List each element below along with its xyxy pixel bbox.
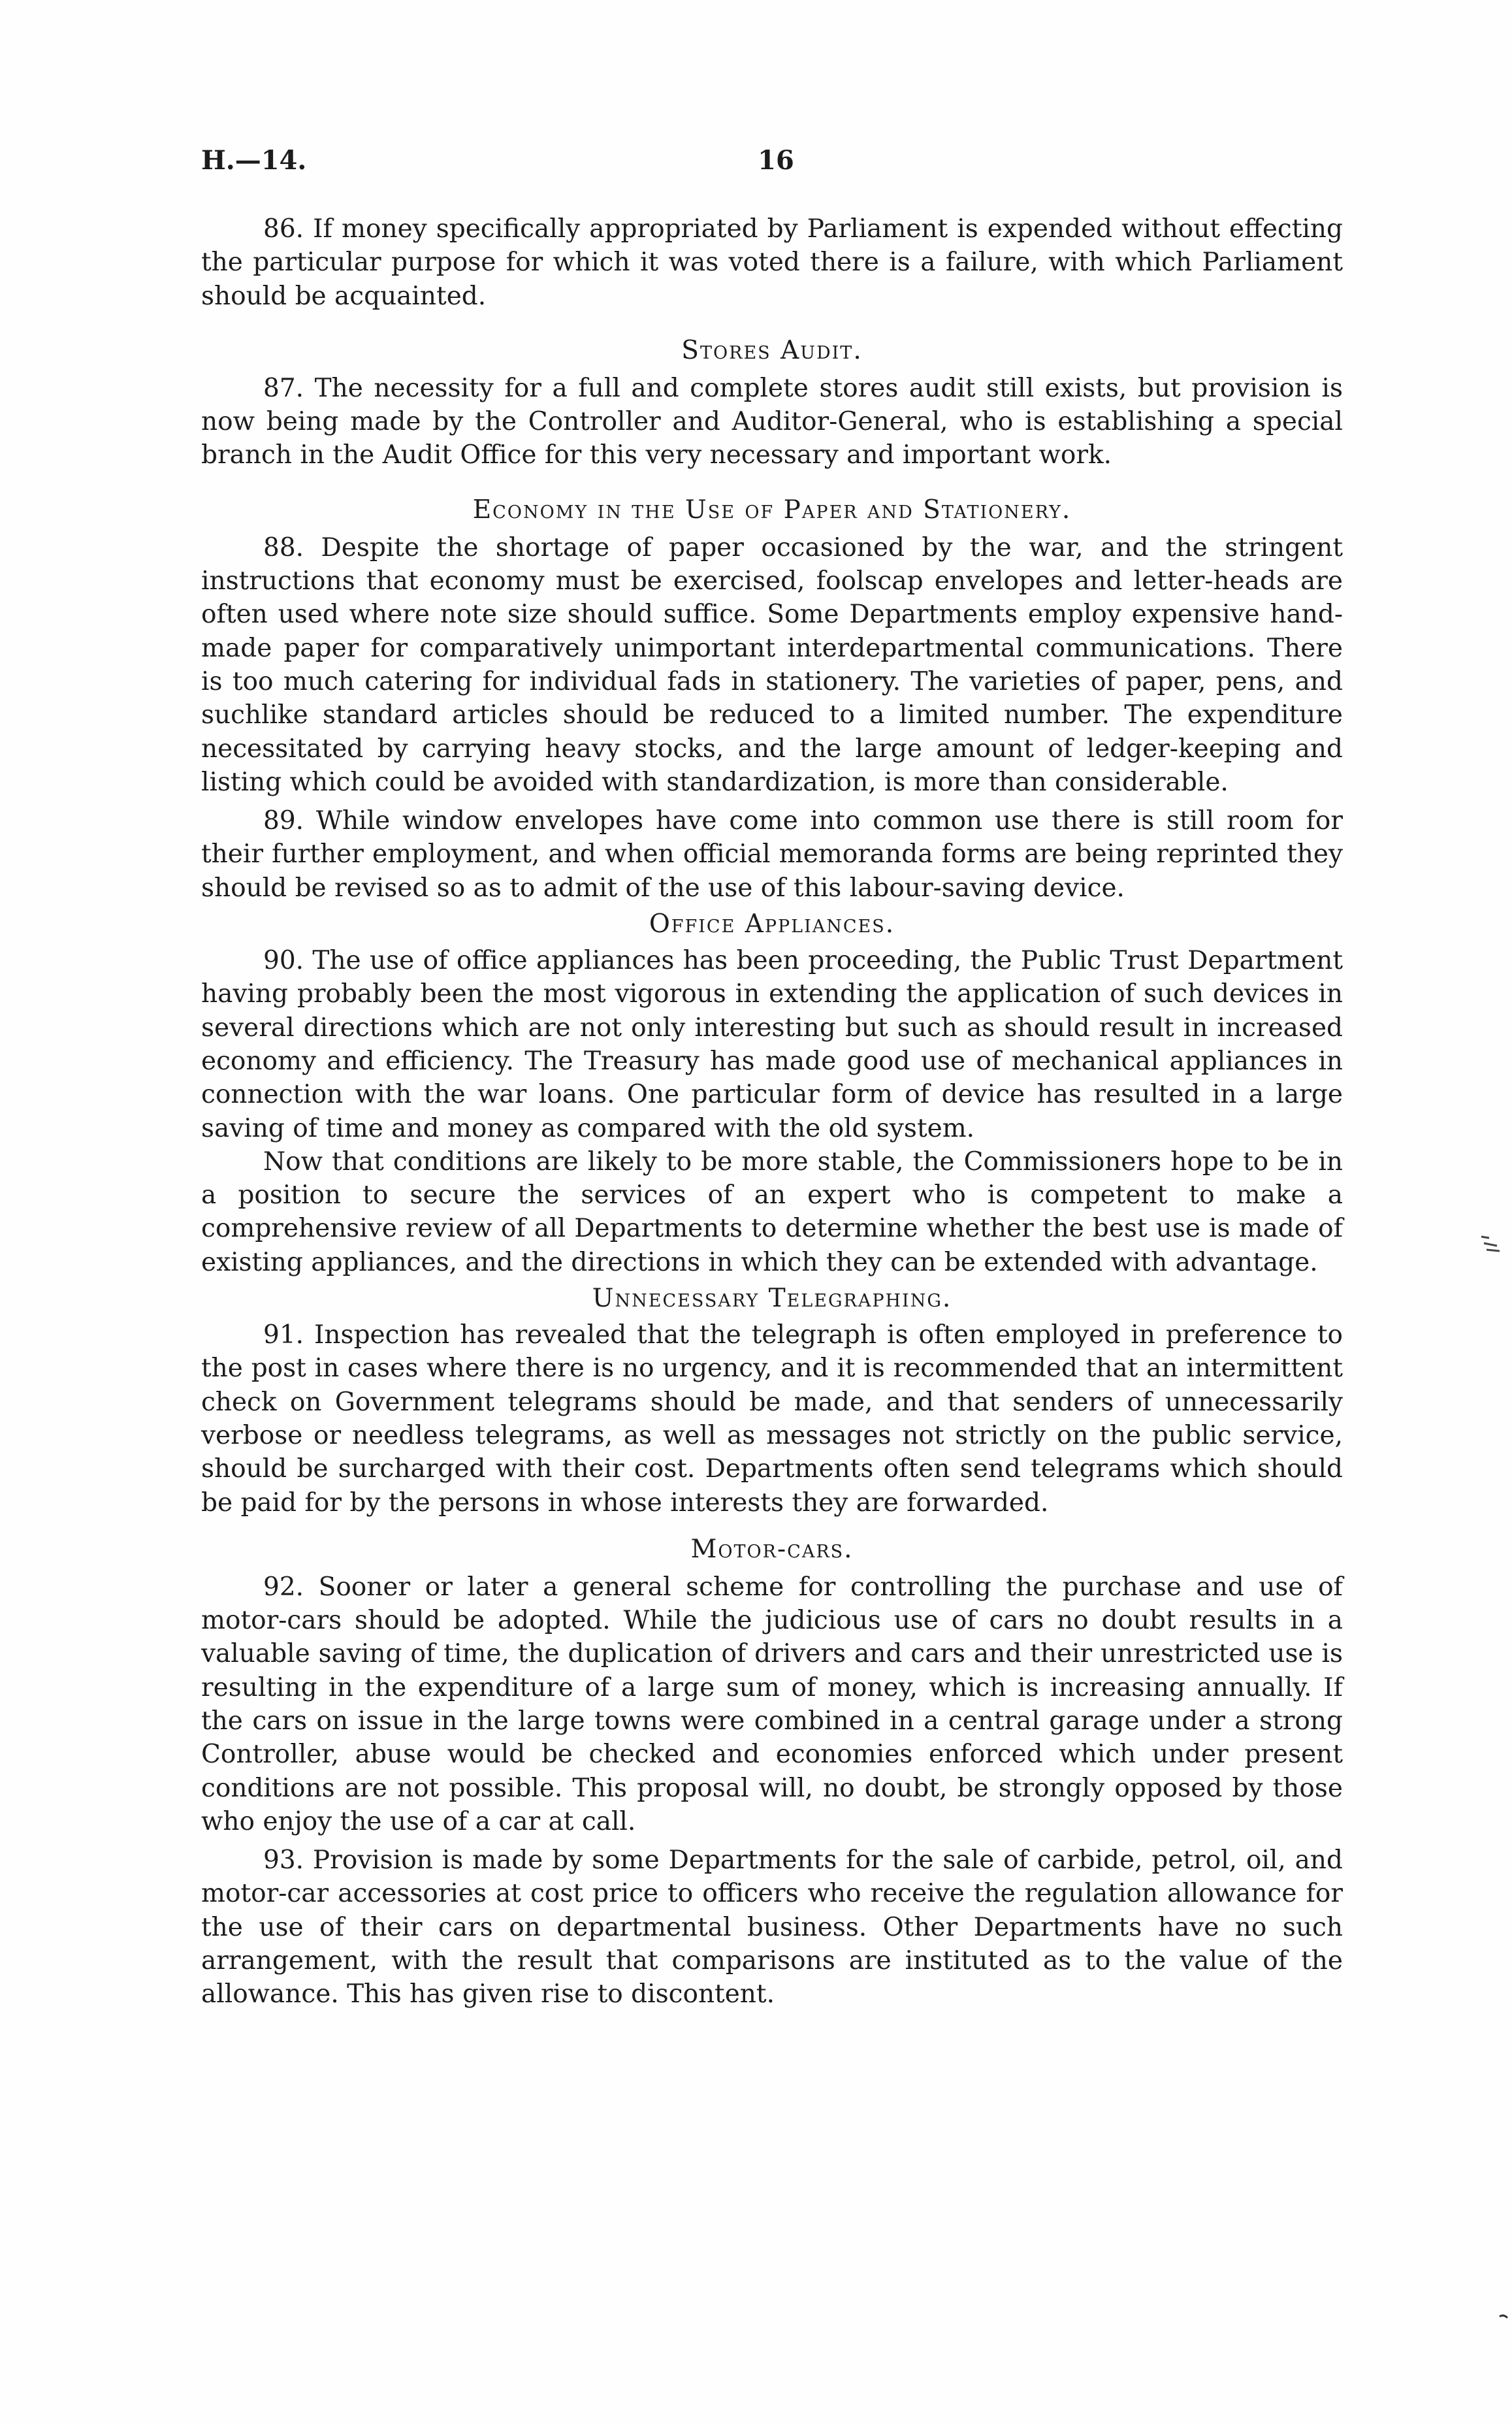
paragraph-text: The use of office appliances has been proceeding, the Public Trust Department having probably been the most vigorous in extending the application of such devices in several directions which are not only interesting but such as should result in increased economy and efficiency. The Treasury has made good use of mechanical appliances in connection with the war loans. One particular form of device has resulted in a large saving of time and money as compared with the old system. [201, 946, 1343, 1143]
page-number: 16 [758, 145, 794, 176]
paragraph-number: 87. [263, 373, 304, 403]
paragraph-92 [201, 1570, 1343, 1838]
paragraph-text: Sooner or later a general scheme for controlling the purchase and use of motor-cars should be adopted. While the judicious use of cars no doubt results in a valuable saving of time, the duplication of drivers and cars and their unrestricted use is resulting in the expenditure of a large sum of money, which is increasing annually. If the cars on issue in the large towns were combined in a central garage under a strong Controller, abuse would be checked and economies enforced which under present conditions are not possible. This proposal will, no doubt, be strongly opposed by those who enjoy the use of a car at call. [201, 1572, 1343, 1836]
section-heading-motor-cars: Motor-cars. [690, 1534, 854, 1564]
section-heading-telegraphing: Unnecessary Telegraphing. [592, 1284, 952, 1314]
paragraph-number: 92. [263, 1572, 304, 1602]
paragraph-text: Provision is made by some Departments for the sale of carbide, petrol, oil, and motor-car accessories at cost price to officers who receive the regulation allowance for the use of their cars on departmental business. Other Departments have no such arrangement, with the result that comparisons are instituted as to the value of the allowance. This has given rise to discontent. [201, 1846, 1343, 2009]
paragraph-88 [201, 531, 1343, 799]
margin-smudge-icon [1477, 1231, 1504, 1258]
page-header [201, 145, 1344, 184]
paragraph-93 [201, 1844, 1343, 2011]
paragraph-90-continued: Now that conditions are likely to be more stable, the Commissioners hope to be in a position to secure the services of an expert who is competent to make a comprehensive review of all Departments to determine whether the best use is made of existing appliances, and the directions in which they can be extended with advantage. [201, 1146, 1343, 1277]
paragraph-text: Despite the shortage of paper occasioned by the war, and the stringent instructions that economy must be exercised, foolscap envelopes and letter-heads are often used where note size should suffice. Some Departments employ expensive hand-made paper for comparatively unimportant interdepartmental communications. There is too much catering for individual fads in stationery. The varieties of paper, pens, and suchlike standard articles should be reduced to a limited number. The expenditure necessitated by carrying heavy stocks, and the large amount of ledger-keeping and listing which could be avoided with standardization, is more than considerable. [201, 532, 1343, 797]
paragraph-text: If money specifically appropriated by Parliament is expended without effecting the particular purpose for which it was voted there is a failure, with which Parliament should be acquainted. [201, 214, 1343, 311]
paragraph-number: 90. [263, 946, 304, 976]
paragraph-text: Inspection has revealed that the telegraph is often employed in preference to the post in cases where there is no urgency, and it is recommended that an intermittent check on Government telegrams should be made, and that senders of unnecessarily verbose or needless telegrams, as well as messages not strictly on the public service, should be surcharged with their cost. Departments often send telegrams which should be paid for by the persons in whose interests they are forwarded. [201, 1320, 1343, 1518]
paragraph-number: 86. [263, 214, 304, 244]
paragraph-86 [201, 212, 1343, 313]
document-reference: H.—14. [201, 145, 307, 176]
section-heading-stores-audit: Stores Audit. [681, 335, 863, 365]
paragraph-89 [201, 804, 1343, 905]
paragraph-number: 88. [263, 532, 304, 562]
paragraph-number: 91. [263, 1320, 304, 1350]
paragraph-87 [201, 372, 1343, 472]
paragraph-text: The necessity for a full and complete stores audit still exists, but provision is now being made by the Controller and Auditor-General, who is establishing a special branch in the Audit Office for this very necessary and important work. [201, 373, 1343, 470]
paragraph-number: 93. [263, 1846, 304, 1876]
document-body [201, 212, 1343, 2011]
paragraph-text: While window envelopes have come into common use there is still room for their further employment, and when official memoranda forms are being reprinted they should be revised so as to admit of the use of this labour-saving device. [201, 806, 1343, 903]
paragraph-number: 89. [263, 806, 304, 836]
paragraph-90 [201, 944, 1343, 1145]
section-heading-office-appliances: Office Appliances. [649, 909, 895, 939]
paragraph-91 [201, 1318, 1343, 1520]
section-heading-economy: Economy in the Use of Paper and Stationery. [472, 495, 1072, 525]
margin-mark-icon [1498, 2313, 1510, 2327]
